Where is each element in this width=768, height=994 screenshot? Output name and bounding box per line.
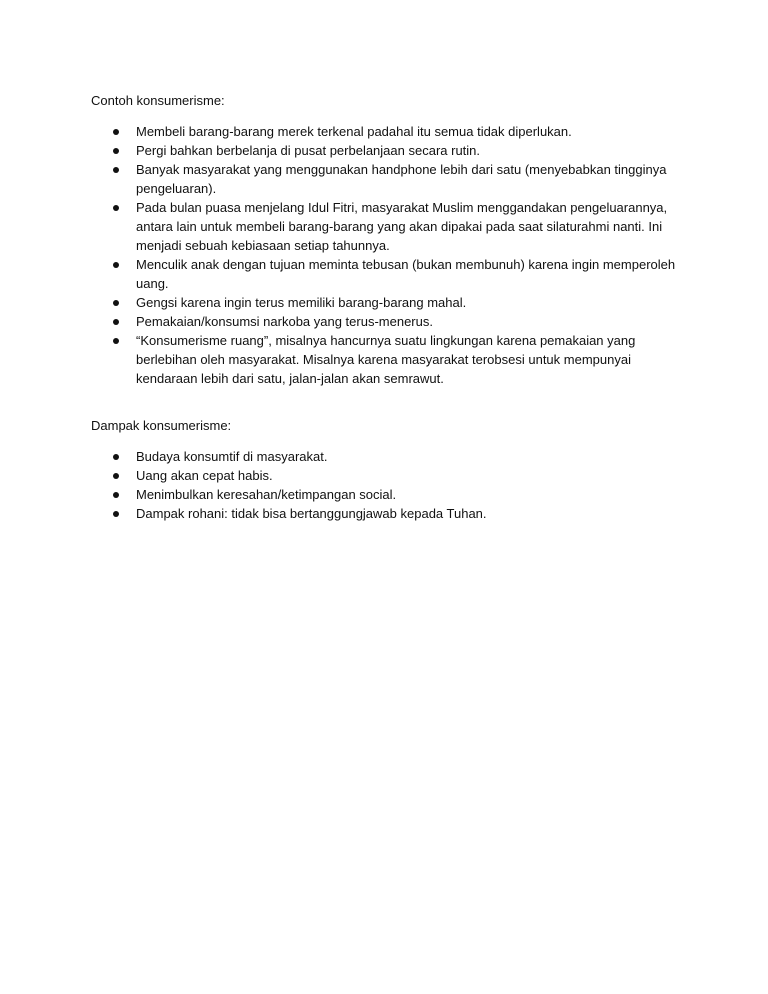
section-dampak [91, 416, 691, 523]
list-item [91, 198, 681, 255]
list-item-text: Gengsi karena ingin terus memiliki barang-barang mahal. [136, 295, 467, 310]
bullet-icon [113, 262, 119, 268]
list-item-text: Menimbulkan keresahan/ketimpangan social. [136, 487, 397, 502]
bullet-list [91, 122, 691, 388]
list-item-text: Menculik anak dengan tujuan meminta tebusan (bukan membunuh) karena ingin memperoleh uang. [136, 257, 676, 291]
bullet-icon [113, 300, 119, 306]
list-item-text: Uang akan cepat habis. [136, 468, 273, 483]
bullet-icon [113, 129, 119, 135]
bullet-icon [113, 454, 119, 460]
bullet-icon [113, 148, 119, 154]
bullet-icon [113, 338, 119, 344]
list-item [91, 466, 681, 485]
bullet-icon [113, 319, 119, 325]
list-item-text: Pada bulan puasa menjelang Idul Fitri, masyarakat Muslim menggandakan pengeluarannya, antara lain untuk membeli barang-barang yang akan dipakai pada saat silaturahmi nanti. Ini menjadi sebuah kebiasaan setiap tahunnya. [136, 200, 668, 253]
bullet-icon [113, 205, 119, 211]
list-item-text: “Konsumerisme ruang”, misalnya hancurnya suatu lingkungan karena pemakaian yang berlebihan oleh masyarakat. Misalnya karena masyarakat terobsesi untuk mempunyai kendaraan lebih dari satu, jalan-jalan akan semrawut. [136, 333, 636, 386]
list-item [91, 447, 681, 466]
list-item [91, 504, 681, 523]
list-item [91, 160, 681, 198]
list-item [91, 141, 681, 160]
list-item [91, 255, 681, 293]
list-item-text: Banyak masyarakat yang menggunakan handphone lebih dari satu (menyebabkan tingginya pengeluaran). [136, 162, 667, 196]
list-item-text: Budaya konsumtif di masyarakat. [136, 449, 328, 464]
list-item [91, 293, 681, 312]
section-contoh [91, 91, 691, 388]
list-item-text: Pergi bahkan berbelanja di pusat perbelanjaan secara rutin. [136, 143, 481, 158]
bullet-list [91, 447, 691, 523]
list-item [91, 331, 681, 388]
bullet-icon [113, 473, 119, 479]
bullet-icon [113, 511, 119, 517]
list-item [91, 122, 681, 141]
list-item-text: Dampak rohani: tidak bisa bertanggungjawab kepada Tuhan. [136, 506, 487, 521]
list-item-text: Membeli barang-barang merek terkenal padahal itu semua tidak diperlukan. [136, 124, 572, 139]
list-item [91, 312, 681, 331]
section-heading: Contoh konsumerisme: [91, 93, 225, 108]
bullet-icon [113, 167, 119, 173]
section-heading: Dampak konsumerisme: [91, 418, 232, 433]
list-item [91, 485, 681, 504]
list-item-text: Pemakaian/konsumsi narkoba yang terus-menerus. [136, 314, 433, 329]
bullet-icon [113, 492, 119, 498]
